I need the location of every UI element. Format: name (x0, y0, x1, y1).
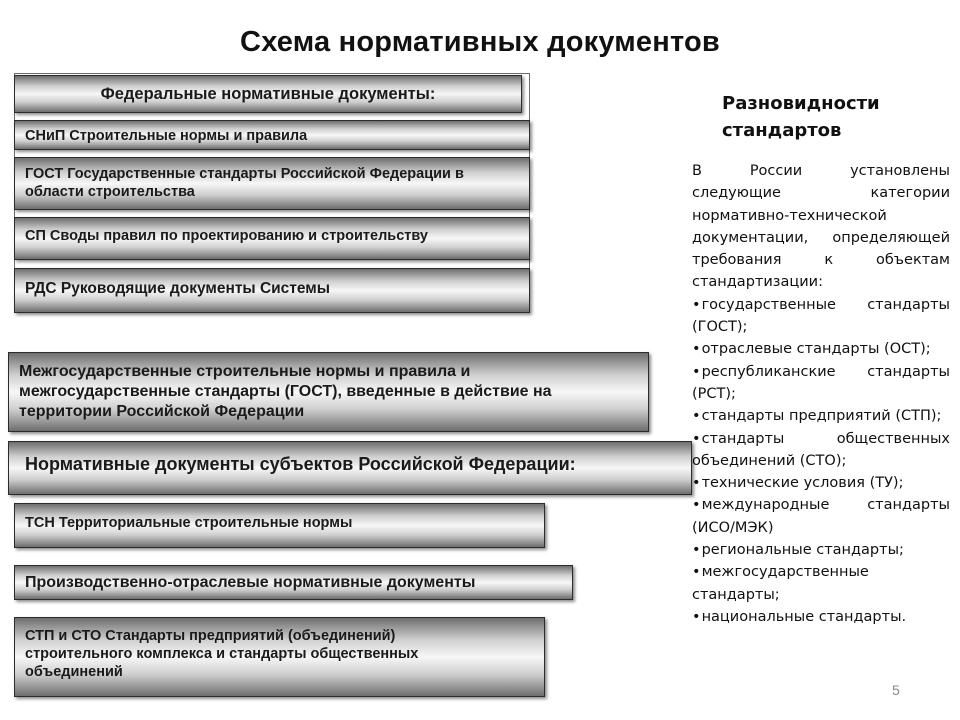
subjects-item-industrial: Производственно-отраслевые нормативные документы (14, 565, 573, 600)
list-item: • международные стандарты (ИСО/МЭК) (692, 494, 950, 539)
standards-heading (722, 90, 880, 144)
list-item: • отраслевые стандарты (ОСТ); (692, 338, 950, 360)
list-item: • технические условия (ТУ); (692, 472, 950, 494)
list-item: • стандарты предприятий (СТП); (692, 405, 950, 427)
page-title: Схема нормативных документов (240, 26, 720, 58)
list-item: • региональные стандарты; (692, 539, 950, 561)
standards-list-block (692, 160, 950, 628)
standards-list (692, 294, 950, 628)
standards-heading-line2: стандартов (722, 120, 842, 141)
federal-header: Федеральные нормативные документы: (14, 75, 522, 113)
list-item: • стандарты общественных объединений (СТО); (692, 428, 950, 473)
list-item: • республиканские стандарты (РСТ); (692, 361, 950, 406)
federal-item-sp: СП Своды правил по проектированию и строительству (14, 217, 530, 260)
subjects-item-tsn: ТСН Территориальные строительные нормы (14, 503, 545, 548)
list-item: • государственные стандарты (ГОСТ); (692, 294, 950, 339)
federal-item-rds: РДС Руководящие документы Системы (14, 268, 530, 313)
list-item: • межгосударственные стандарты; (692, 561, 950, 606)
standards-heading-line1: Разновидности (722, 93, 880, 114)
page-number: 5 (892, 682, 900, 698)
subjects-header: Нормативные документы субъектов Российской Федерации: (8, 441, 692, 495)
federal-item-gost: ГОСТ Государственные стандарты Российской Федерации в области строительства (14, 157, 530, 210)
interstate-box: Межгосударственные строительные нормы и правила и межгосударственные стандарты (ГОСТ), введенные в действие на территории Российской Федерации (8, 352, 649, 432)
subjects-item-stp-sto: СТП и СТО Стандарты предприятий (объединений) строительного комплекса и стандарты общественных объединений (14, 617, 545, 697)
list-item: • национальные стандарты. (692, 606, 950, 628)
federal-item-snip: СНиП Строительные нормы и правила (14, 120, 530, 150)
standards-intro: В России установлены следующие категории нормативно-технической документации, определяющей требования к объектам стандартизации: (692, 163, 950, 291)
